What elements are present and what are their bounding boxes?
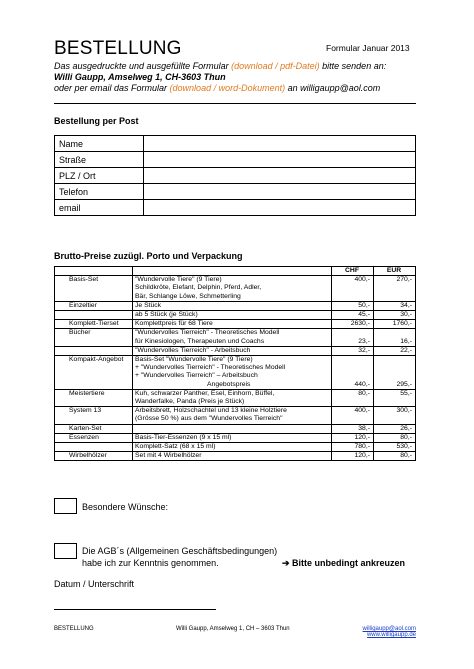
price-chf: 80,-: [332, 389, 374, 406]
price-chf: 120,-: [332, 452, 374, 461]
post-field-label: PLZ / Ort: [55, 168, 144, 184]
address-line: Willi Gaupp, Amselweg 1, CH-3603 Thun: [54, 72, 226, 83]
price-chf: 32,-: [332, 346, 374, 355]
price-heading: Brutto-Preise zuzügl. Porto und Verpackung: [54, 251, 243, 261]
price-chf: 120,-: [332, 433, 374, 442]
intro-line1-pre: Das ausgedruckte und ausgefüllte Formular: [54, 61, 232, 71]
signature-line[interactable]: [54, 609, 216, 610]
post-field-row: [55, 152, 416, 168]
intro-line3-post: an willigaupp@aol.com: [285, 83, 381, 94]
col-eur: EUR: [374, 267, 416, 276]
price-eur: 270,-: [374, 276, 416, 302]
price-description-text: Komplettpreis für 68 Tiere: [135, 320, 213, 328]
price-eur: 80,-: [374, 433, 416, 442]
wishes-label: Besondere Wünsche:: [82, 502, 169, 512]
price-description: [133, 452, 332, 461]
price-chf: 440,-: [332, 356, 374, 390]
form-date: Formular Januar 2013: [326, 43, 410, 53]
price-eur: 295,-: [374, 356, 416, 390]
price-eur: 16,-: [374, 329, 416, 346]
price-category: Karten-Set: [55, 424, 133, 433]
post-field-label: Straße: [55, 152, 144, 168]
intro-line3-pre: oder per email das Formular: [54, 83, 170, 94]
post-field-row: [55, 136, 416, 152]
post-field-row: [55, 184, 416, 200]
price-table-header: [55, 267, 416, 276]
price-chf: 50,-: [332, 301, 374, 310]
price-chf: 45,-: [332, 311, 374, 320]
price-row: [55, 311, 416, 320]
post-field-input[interactable]: [144, 168, 416, 184]
post-field-row: [55, 200, 416, 216]
price-description-text: ab 5 Stück (je Stück): [135, 311, 198, 319]
price-description: [133, 389, 332, 406]
signature-label: Datum / Unterschrift: [54, 579, 135, 589]
price-category: Kompakt-Angebot: [55, 356, 133, 390]
post-field-row: [55, 168, 416, 184]
price-eur: 530,-: [374, 443, 416, 452]
price-chf: 400,-: [332, 276, 374, 302]
price-row: [55, 433, 416, 442]
price-description: [133, 276, 332, 302]
footer-email-link[interactable]: willigaupp@aol.com: [362, 626, 416, 632]
price-category: Wirbelhölzer: [55, 452, 133, 461]
pdf-download-link[interactable]: (download / pdf-Datei): [231, 61, 320, 71]
price-description: [133, 407, 332, 424]
price-row: [55, 389, 416, 406]
price-description-text: Set mit 4 Wirbelhölzer: [135, 452, 202, 460]
price-chf: 780,-: [332, 443, 374, 452]
post-field-label: Telefon: [55, 184, 144, 200]
word-download-link[interactable]: (download / word-Dokument): [169, 83, 286, 94]
price-description-text: Komplett-Satz (68 x 15 ml): [135, 443, 216, 451]
footer-web-link[interactable]: www.willigaupp.de: [366, 632, 416, 638]
price-category: Basis-Set: [55, 276, 133, 302]
price-description: [133, 301, 332, 310]
post-address-table: [54, 135, 416, 216]
price-eur: 1760,-: [374, 320, 416, 329]
price-chf: 2630,-: [332, 320, 374, 329]
price-description-text: "Wundervolles Tierreich" - Theoretisches Modell für Kinesiologen, Therapeuten und Coachs: [135, 329, 280, 345]
price-offer-label: Angebotspreis: [207, 380, 251, 388]
intro-line1-post: bitte senden an:: [319, 61, 387, 71]
col-chf: CHF: [332, 267, 374, 276]
price-description: [133, 311, 332, 320]
price-row: [55, 356, 416, 390]
header-divider: [54, 103, 416, 104]
post-heading: Bestellung per Post: [54, 116, 139, 126]
price-description: [133, 329, 332, 346]
price-eur: 30,-: [374, 311, 416, 320]
price-description: [133, 356, 332, 390]
footer-left: BESTELLUNG: [54, 626, 94, 632]
price-description-text: Basis-Set "Wundervolle Tiere" (9 Tiere) + "Wundervolles Tierreich" - Theoretisches Modell + "Wundervolles Tierreich" – Arbeitsbuch: [135, 356, 286, 380]
price-row: [55, 424, 416, 433]
price-table: [54, 266, 416, 461]
intro-text: [54, 61, 424, 95]
price-description-text: Basis-Tier-Essenzen (9 x 15 ml): [135, 433, 232, 441]
price-row: [55, 276, 416, 302]
price-category: Bücher: [55, 329, 133, 346]
price-eur: 300,-: [374, 407, 416, 424]
footer-address: Willi Gaupp, Amselweg 1, CH – 3603 Thun: [176, 626, 290, 632]
price-description-text: "Wundervolles Tierreich" - Arbeitsbuch: [135, 346, 251, 354]
agb-checkbox[interactable]: [54, 543, 77, 559]
price-row: [55, 452, 416, 461]
post-field-label: email: [55, 200, 144, 216]
price-row: [55, 320, 416, 329]
post-field-input[interactable]: [144, 184, 416, 200]
agb-line2: habe ich zur Kenntnis genommen.: [82, 558, 219, 568]
price-eur: 26,-: [374, 424, 416, 433]
post-field-label: Name: [55, 136, 144, 152]
price-description: [133, 320, 332, 329]
agb-hint: ➔ Bitte unbedingt ankreuzen: [282, 558, 406, 568]
price-description: [133, 424, 332, 433]
footer-contact: [360, 626, 416, 638]
price-description: [133, 433, 332, 442]
price-eur: 22,-: [374, 346, 416, 355]
post-field-input[interactable]: [144, 200, 416, 216]
page-title: BESTELLUNG: [54, 38, 182, 59]
price-description-text: "Wundervolle Tiere" (9 Tiere) Schildkröte, Elefant, Delphin, Pferd, Adler, Bär, Schlange Löwe, Schmetterling: [135, 276, 262, 300]
price-description: [133, 443, 332, 452]
price-row: [55, 443, 416, 452]
price-row: [55, 301, 416, 310]
price-description-text: Kuh, schwarzer Panther, Esel, Einhorn, Büffel, Wanderfalke, Panda (Preis je Stück): [135, 389, 275, 406]
price-category: Einzeltier: [55, 301, 133, 310]
price-description-text: Je Stück: [135, 301, 162, 309]
price-chf: 38,-: [332, 424, 374, 433]
wishes-checkbox[interactable]: [54, 498, 77, 514]
price-eur: 80,-: [374, 452, 416, 461]
price-row: [55, 407, 416, 424]
price-row: [55, 346, 416, 355]
price-chf: 23,-: [332, 329, 374, 346]
price-category: [55, 346, 133, 355]
price-eur: 34,-: [374, 301, 416, 310]
price-category: Komplett-Tierset: [55, 320, 133, 329]
price-category: System 13: [55, 407, 133, 424]
price-description-text: Arbeitsbrett, Holzschachtel und 13 kleine Holztiere (Grösse 50 %) aus dem "Wundervolles Tierreich": [135, 407, 287, 423]
price-description: [133, 346, 332, 355]
price-category: [55, 443, 133, 452]
price-row: [55, 329, 416, 346]
price-chf: 400,-: [332, 407, 374, 424]
price-eur: 55,-: [374, 389, 416, 406]
post-field-input[interactable]: [144, 152, 416, 168]
price-category: [55, 311, 133, 320]
agb-line1: Die AGB´s (Allgemeinen Geschäftsbedingungen): [82, 546, 278, 556]
post-field-input[interactable]: [144, 136, 416, 152]
price-category: Meistertiere: [55, 389, 133, 406]
price-category: Essenzen: [55, 433, 133, 442]
